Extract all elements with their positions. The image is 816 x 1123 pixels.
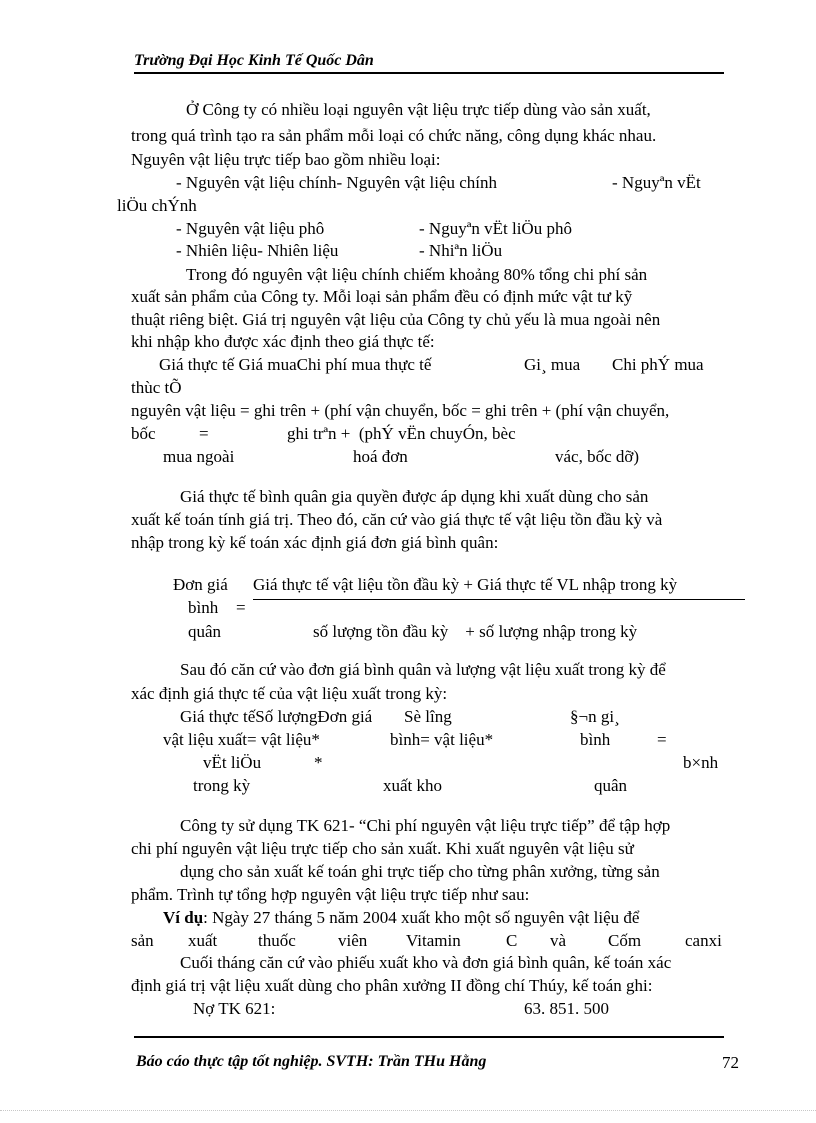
- text-line: Trong đó nguyên vật liệu chính chiếm khoảng 80% tổng chi phí sản: [186, 265, 648, 284]
- text-line: - Nguyªn vËt: [612, 173, 701, 192]
- formula-line: vËt liÖu: [203, 753, 262, 772]
- text-line: Sau đó căn cứ vào đơn giá bình quân và lượng vật liệu xuất trong kỳ để: [180, 660, 666, 679]
- text-line: phẩm. Trình tự tổng hợp nguyên vật liệu trực tiếp như sau:: [131, 885, 530, 904]
- text-line: Cuối tháng căn cứ vào phiếu xuất kho và đơn giá bình quân, kế toán xác: [180, 953, 672, 972]
- formula-line: bình= vật liệu*: [390, 730, 494, 749]
- formula-line: bình: [188, 598, 219, 617]
- formula-line: hoá đơn: [353, 447, 408, 466]
- example-word: và: [550, 931, 567, 950]
- text-line: định giá trị vật liệu xuất dùng cho phân xưởng II đồng chí Thúy, kế toán ghi:: [131, 976, 653, 995]
- formula-line: bình: [580, 730, 611, 749]
- example-word: xuất: [188, 931, 218, 950]
- formula-line: =: [657, 730, 667, 749]
- text-line: - Nhiªn liÖu: [419, 241, 503, 260]
- formula-line: =: [236, 598, 246, 617]
- text-line: thuật riêng biệt. Giá trị nguyên vật liệu của Công ty chủ yếu là mua ngoài nên: [131, 310, 661, 329]
- formula-line: thùc tÕ: [131, 378, 182, 397]
- entry-value: 63. 851. 500: [524, 999, 609, 1018]
- formula-line: Chi phÝ mua: [612, 355, 704, 374]
- text-line: Nguyên vật liệu trực tiếp bao gồm nhiều loại:: [131, 150, 441, 169]
- text-line: trong quá trình tạo ra sản phẩm mỗi loại có chức năng, công dụng khác nhau.: [131, 126, 657, 145]
- text-line: - Nguyªn vËt liÖu phô: [419, 219, 572, 238]
- text-line: xuất kế toán tính giá trị. Theo đó, căn cứ vào giá thực tế vật liệu tồn đầu kỳ và: [131, 510, 663, 529]
- formula-line: bốc: [131, 424, 156, 443]
- formula-numerator: Giá thực tế vật liệu tồn đầu kỳ + Giá thực tế VL nhập trong kỳ: [253, 575, 678, 594]
- formula-line: Sè lîng: [404, 707, 452, 726]
- example-word: viên: [338, 931, 368, 950]
- header-rule: [134, 72, 724, 74]
- formula-line: Giá thực tế Giá muaChi phí mua thực tế: [159, 355, 432, 374]
- text-line: - Nguyên vật liệu chính- Nguyên vật liệu chính: [176, 173, 498, 192]
- formula-line: nguyên vật liệu = ghi trên + (phí vận chuyển, bốc = ghi trên + (phí vận chuyển,: [131, 401, 670, 420]
- text-line: xuất sản phẩm của Công ty. Mỗi loại sản phẩm đều có định mức vật tư kỹ: [131, 287, 633, 306]
- entry-label: Nợ TK 621:: [193, 999, 276, 1018]
- page-edge-divider: [0, 1110, 816, 1111]
- example-line: [163, 908, 639, 928]
- formula-line: *: [314, 753, 323, 772]
- example-word: Cốm: [608, 931, 642, 950]
- formula-line: Gi¸ mua: [524, 355, 581, 374]
- formula-line: xuất kho: [383, 776, 443, 795]
- formula-line: trong kỳ: [193, 776, 251, 795]
- formula-denominator: số lượng tồn đầu kỳ + số lượng nhập trong kỳ: [313, 622, 638, 641]
- page-number: 72: [722, 1053, 739, 1072]
- formula-line: quân: [594, 776, 628, 795]
- formula-line: =: [199, 424, 209, 443]
- fraction-bar: [253, 599, 745, 600]
- formula-line: Đơn giá: [173, 575, 228, 594]
- formula-line: Giá thực tếSố lượngĐơn giá: [180, 707, 373, 726]
- example-word: C: [506, 931, 518, 950]
- formula-line: vác, bốc dỡ): [555, 447, 640, 466]
- footer-text: Báo cáo thực tập tốt nghiệp. SVTH: Trần THu Hằng: [136, 1053, 487, 1070]
- formula-line: mua ngoài: [163, 447, 235, 466]
- text-line: Công ty sử dụng TK 621- “Chi phí nguyên vật liệu trực tiếp” để tập hợp: [180, 816, 671, 835]
- text-line: liÖu chÝnh: [117, 196, 197, 215]
- formula-line: vật liệu xuất= vật liệu*: [163, 730, 320, 749]
- example-text: : Ngày 27 tháng 5 năm 2004 xuất kho một số nguyên vật liệu để: [203, 908, 640, 927]
- text-line: - Nguyên vật liệu phô: [176, 219, 325, 238]
- example-word: Vitamin: [406, 931, 461, 950]
- formula-line: ghi trªn + (phÝ vËn chuyÓn, bèc: [287, 424, 516, 443]
- text-line: khi nhập kho được xác định theo giá thực tế:: [131, 332, 435, 351]
- footer-rule: [134, 1036, 724, 1038]
- text-line: dụng cho sản xuất kế toán ghi trực tiếp cho từng phân xưởng, từng sản: [180, 862, 660, 881]
- example-word: canxi: [685, 931, 722, 950]
- text-line: chi phí nguyên vật liệu trực tiếp cho sản xuất. Khi xuất nguyên vật liệu sử: [131, 839, 634, 858]
- formula-line: §¬n gi¸: [570, 707, 620, 726]
- formula-line: b×nh: [683, 753, 719, 772]
- text-line: - Nhiên liệu- Nhiên liệu: [176, 241, 339, 260]
- text-line: xác định giá thực tế của vật liệu xuất trong kỳ:: [131, 684, 448, 703]
- formula-line: quân: [188, 622, 222, 641]
- example-label: Ví dụ: [163, 908, 204, 927]
- example-word: sản: [131, 931, 154, 950]
- page-header-title: Trường Đại Học Kinh Tế Quốc Dân: [134, 52, 374, 69]
- text-line: nhập trong kỳ kế toán xác định giá đơn giá bình quân:: [131, 533, 499, 552]
- text-line: Giá thực tế bình quân gia quyền được áp dụng khi xuất dùng cho sản: [180, 487, 649, 506]
- example-word: thuốc: [258, 931, 296, 950]
- text-line: Ở Công ty có nhiều loại nguyên vật liệu trực tiếp dùng vào sản xuất,: [186, 100, 651, 119]
